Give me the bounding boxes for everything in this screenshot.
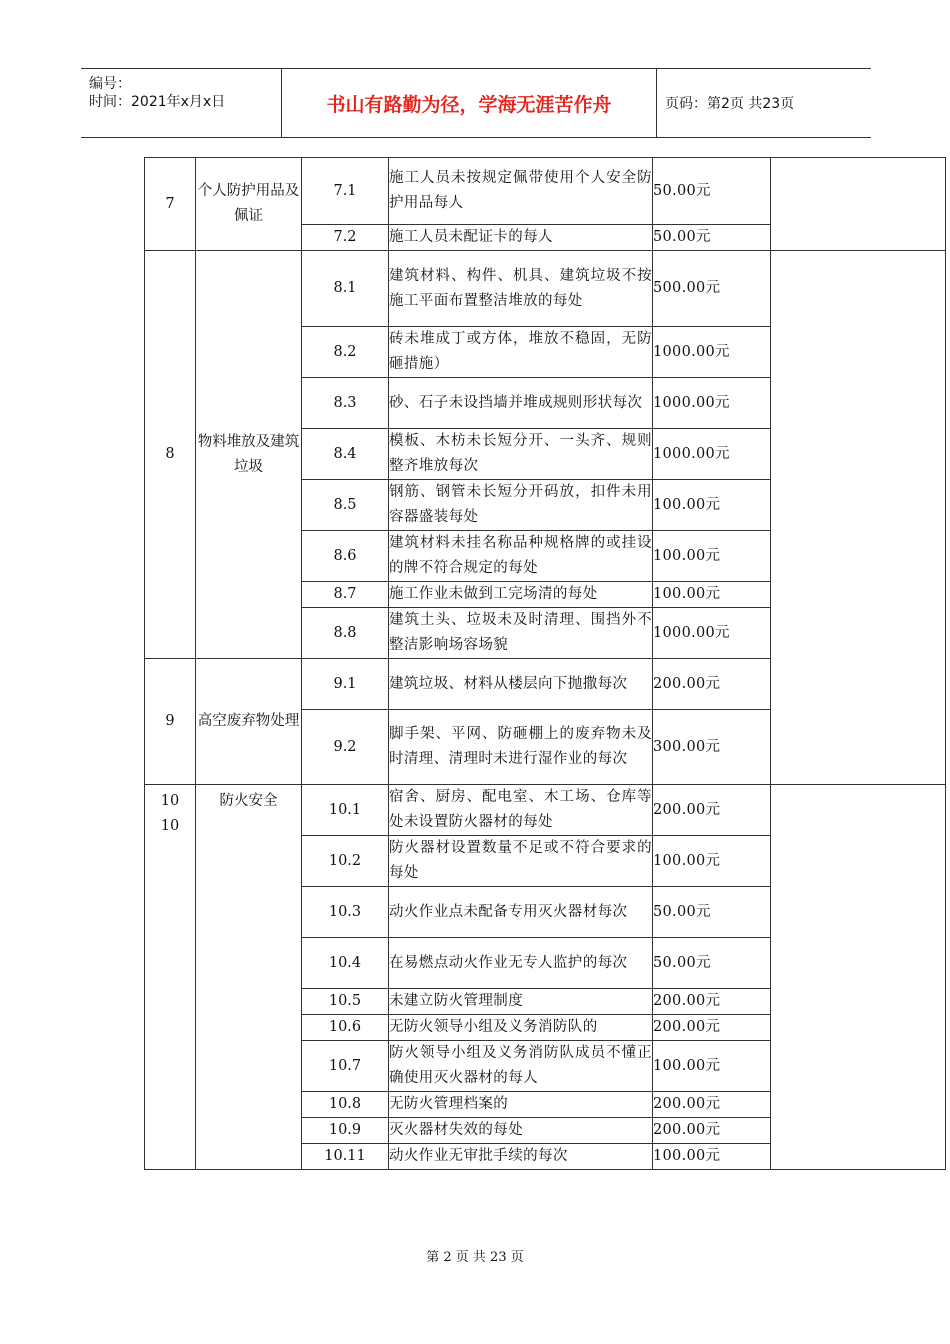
row-code: 10.4 (302, 938, 389, 989)
row-amount: 100.00元 (653, 480, 771, 531)
header-meta (81, 69, 281, 137)
date-line: 时间：2021年x月x日 (89, 94, 226, 110)
group-number: 7 (145, 158, 196, 251)
group-number: 8 (145, 251, 196, 659)
header-motto: 书山有路勤为径，学海无涯苦作舟 (281, 69, 657, 137)
row-amount: 50.00元 (653, 938, 771, 989)
row-description: 灭火器材失效的每处 (389, 1118, 653, 1144)
row-code: 7.2 (302, 225, 389, 251)
page-header (81, 68, 871, 138)
table-row (145, 158, 946, 225)
row-description: 施工人员未按规定佩带使用个人安全防护用品每人 (389, 158, 653, 225)
row-code: 7.1 (302, 158, 389, 225)
row-code: 8.6 (302, 531, 389, 582)
row-amount: 200.00元 (653, 1118, 771, 1144)
row-amount: 1000.00元 (653, 378, 771, 429)
table-row (145, 785, 946, 836)
row-amount: 100.00元 (653, 531, 771, 582)
row-description: 建筑土头、垃圾未及时清理、围挡外不整洁影响场容场貌 (389, 608, 653, 659)
row-code: 8.4 (302, 429, 389, 480)
group-item: 高空废弃物处理 (196, 659, 302, 785)
group-number: 9 (145, 659, 196, 785)
row-description: 模板、木枋未长短分开、一头齐、规则整齐堆放每次 (389, 429, 653, 480)
row-description: 无防火领导小组及义务消防队的 (389, 1015, 653, 1041)
row-description: 宿舍、厨房、配电室、木工场、仓库等处未设置防火器材的每处 (389, 785, 653, 836)
row-code: 9.1 (302, 659, 389, 710)
row-code: 8.2 (302, 327, 389, 378)
row-amount: 500.00元 (653, 251, 771, 327)
row-code: 8.5 (302, 480, 389, 531)
row-amount: 1000.00元 (653, 327, 771, 378)
row-description: 未建立防火管理制度 (389, 989, 653, 1015)
row-code: 10.5 (302, 989, 389, 1015)
serial-number-label: 编号： (89, 76, 131, 92)
penalty-table (144, 157, 946, 1170)
row-description: 动火作业点未配备专用灭火器材每次 (389, 887, 653, 938)
row-amount: 100.00元 (653, 1041, 771, 1092)
row-code: 10.6 (302, 1015, 389, 1041)
row-amount: 100.00元 (653, 582, 771, 608)
row-code: 10.9 (302, 1118, 389, 1144)
row-description: 砂、石子未设挡墙并堆成规则形状每次 (389, 378, 653, 429)
group-number (145, 785, 196, 1170)
row-amount: 200.00元 (653, 1092, 771, 1118)
row-code: 8.7 (302, 582, 389, 608)
row-description: 动火作业无审批手续的每次 (389, 1144, 653, 1170)
row-code: 9.2 (302, 710, 389, 785)
row-code: 10.2 (302, 836, 389, 887)
row-description: 在易燃点动火作业无专人监护的每次 (389, 938, 653, 989)
row-description: 脚手架、平网、防砸棚上的废弃物未及时清理、清理时未进行湿作业的每次 (389, 710, 653, 785)
row-description: 无防火管理档案的 (389, 1092, 653, 1118)
row-code: 10.1 (302, 785, 389, 836)
row-code: 10.7 (302, 1041, 389, 1092)
group-number-line: 10 10 (160, 793, 180, 834)
row-amount: 100.00元 (653, 1144, 771, 1170)
row-amount: 1000.00元 (653, 608, 771, 659)
row-amount: 200.00元 (653, 989, 771, 1015)
row-amount: 50.00元 (653, 225, 771, 251)
row-description: 防火领导小组及义务消防队成员不懂正确使用灭火器材的每人 (389, 1041, 653, 1092)
row-code: 8.3 (302, 378, 389, 429)
row-amount: 50.00元 (653, 887, 771, 938)
row-code: 10.8 (302, 1092, 389, 1118)
remark-cell (771, 785, 946, 1170)
row-amount: 200.00元 (653, 1015, 771, 1041)
page-footer: 第 2 页 共 23 页 (426, 1250, 524, 1265)
row-amount: 50.00元 (653, 158, 771, 225)
row-description: 建筑材料未挂名称品种规格牌的或挂设的牌不符合规定的每处 (389, 531, 653, 582)
row-description: 建筑垃圾、材料从楼层向下抛撒每次 (389, 659, 653, 710)
row-amount: 200.00元 (653, 659, 771, 710)
row-description: 施工作业未做到工完场清的每处 (389, 582, 653, 608)
row-description: 施工人员未配证卡的每人 (389, 225, 653, 251)
row-amount: 100.00元 (653, 836, 771, 887)
row-amount: 300.00元 (653, 710, 771, 785)
group-item: 防火安全 (196, 785, 302, 1170)
row-description: 钢筋、钢管未长短分开码放，扣件未用容器盛装每处 (389, 480, 653, 531)
row-description: 防火器材设置数量不足或不符合要求的每处 (389, 836, 653, 887)
header-page-info: 页码：第2页 共23页 (665, 96, 795, 112)
row-amount: 1000.00元 (653, 429, 771, 480)
group-item: 物料堆放及建筑垃圾 (196, 251, 302, 659)
row-amount: 200.00元 (653, 785, 771, 836)
row-code: 8.8 (302, 608, 389, 659)
remark-cell (771, 158, 946, 251)
group-item: 个人防护用品及佩证 (196, 158, 302, 251)
table-row (145, 251, 946, 327)
remark-cell (771, 251, 946, 785)
row-code: 10.3 (302, 887, 389, 938)
row-code: 8.1 (302, 251, 389, 327)
row-description: 砖未堆成丁或方体，堆放不稳固，无防砸措施） (389, 327, 653, 378)
row-code: 10.11 (302, 1144, 389, 1170)
row-description: 建筑材料、构件、机具、建筑垃圾不按施工平面布置整洁堆放的每处 (389, 251, 653, 327)
